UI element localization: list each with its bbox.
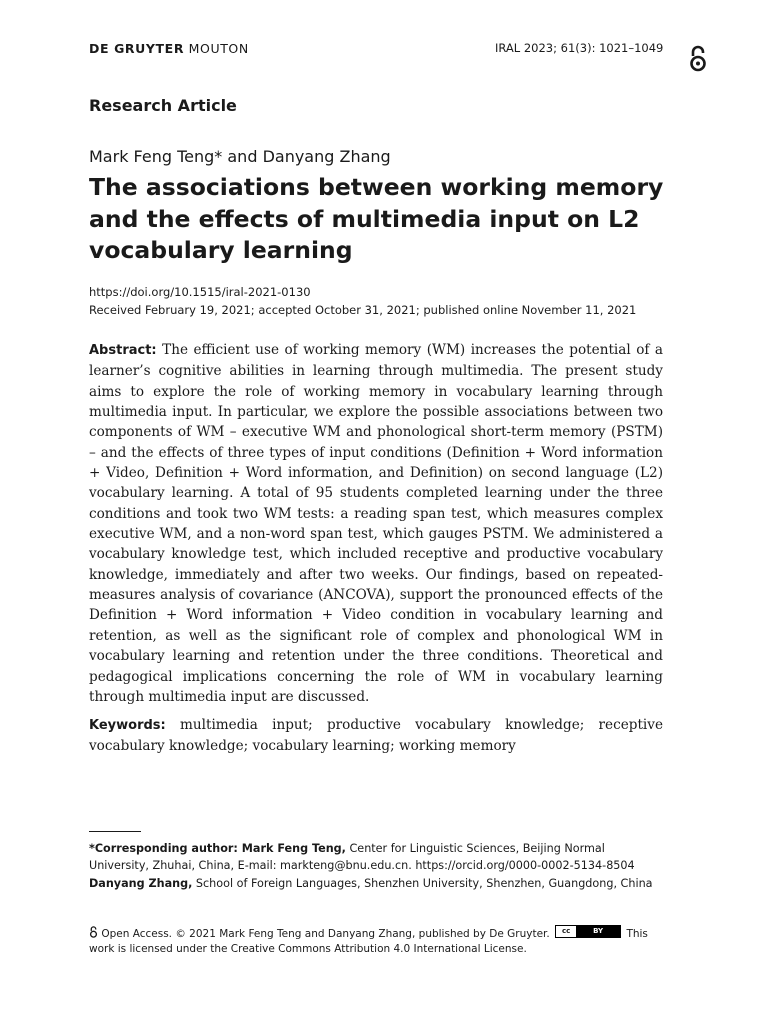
author-list: Mark Feng Teng* and Danyang Zhang (89, 147, 391, 166)
publisher-name (89, 41, 249, 56)
second-author-details: School of Foreign Languages, Shenzhen University, Shenzhen, Guangdong, China (195, 877, 653, 890)
corresponding-author-footnote (89, 840, 663, 874)
keywords-text: multimedia input; productive vocabulary knowledge; receptive vocabulary knowledge; vocabulary learning; working memory (89, 717, 663, 755)
abstract (89, 340, 663, 707)
article-title: The associations between working memory and the effects of multimedia input on L2 vocabulary learning (89, 173, 664, 264)
corresponding-author-details: Center for Linguistic Sciences, Beijing Normal University, Zhuhai, China, E-mail: markteng@bnu.edu.cn. https://orcid.org/0000-0002-5134-8504 (89, 842, 635, 872)
publisher-name-bold: DE GRUYTER (89, 41, 185, 56)
publication-dates: Received February 19, 2021; accepted October 31, 2021; published online November 11, 2021 (89, 303, 637, 317)
cc-badge-left: cc (556, 926, 576, 937)
open-access-small-icon (89, 926, 98, 938)
license-text-after: This work is licensed under the Creative Commons Attribution 4.0 International License. (89, 928, 648, 955)
footnote-divider (89, 831, 141, 832)
corresponding-author-label: *Corresponding author: Mark Feng Teng, (89, 842, 346, 855)
keywords (89, 715, 663, 757)
second-author-footnote (89, 875, 663, 892)
publisher-name-light: MOUTON (188, 41, 249, 56)
license-text-before: Open Access. © 2021 Mark Feng Teng and Danyang Zhang, published by De Gruyter. (101, 928, 550, 940)
abstract-text: The efficient use of working memory (WM) increases the potential of a learner’s cognitive abilities in learning through multimedia. The present study aims to explore the role of working memory in vocabulary learning through multimedia input. In particular, we explore the possible associations between two components of WM – executive WM and phonological short-term memory (PSTM) – and the effects of three types of input conditions (Definition + Word information + Video, Definition + Word information, and Definition) on second language (L2) vocabulary learning. A total of 95 students completed learning under the three conditions and took two WM tests: a reading span test, which measures complex executive WM, and a non-word span test, which gauges PSTM. We administered a vocabulary knowledge test, which included receptive and productive vocabulary knowledge, immediately and after two weeks. Our findings, based on repeated-measures analysis of covariance (ANCOVA), support the pronounced effects of the Definition + Word information + Video condition in vocabulary learning and retention, as well as the significant role of complex and phonological WM in vocabulary learning and retention under the three conditions. Theoretical and pedagogical implications concerning the role of WM in vocabulary learning through multimedia input are discussed. (89, 342, 664, 705)
journal-citation: IRAL 2023; 61(3): 1021–1049 (495, 41, 664, 55)
second-author-label: Danyang Zhang, (89, 877, 193, 890)
keywords-label: Keywords: (89, 718, 166, 733)
license-statement (89, 925, 663, 957)
open-access-icon (688, 45, 708, 72)
article-type: Research Article (89, 96, 237, 115)
cc-by-badge-icon[interactable] (555, 925, 621, 938)
doi-link[interactable]: https://doi.org/10.1515/iral-2021-0130 (89, 285, 311, 299)
cc-badge-right: BY (576, 926, 620, 937)
abstract-label: Abstract: (89, 343, 157, 358)
